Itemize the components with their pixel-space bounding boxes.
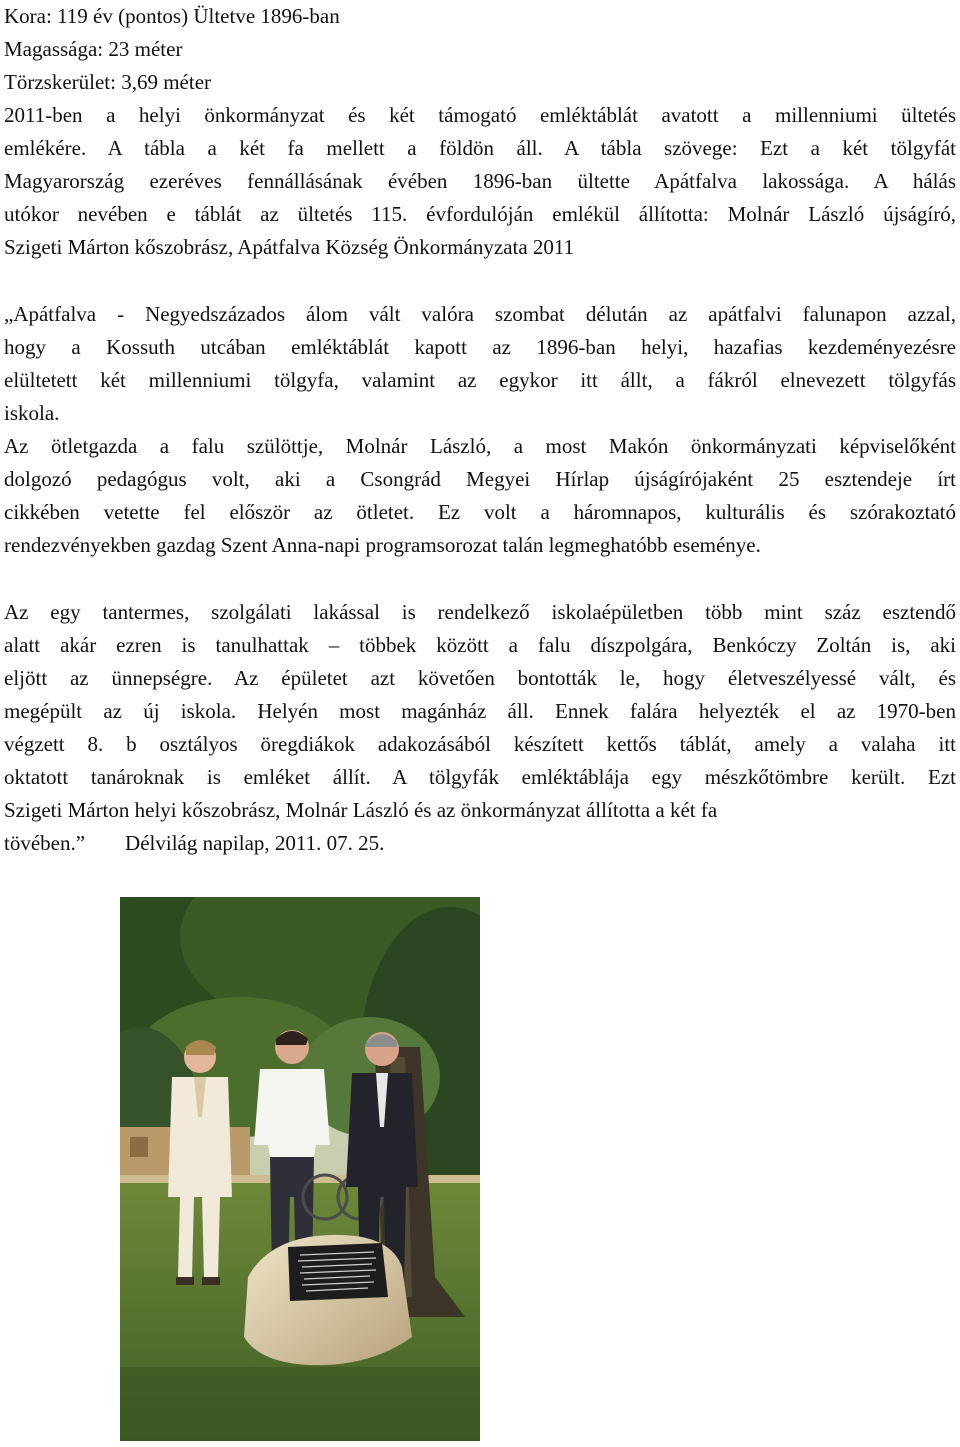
paragraph-line: megépült az új iskola. Helyén most magánház áll. Ennek falára helyezték el az 1970-ben [4,699,956,723]
paragraph-line: Magyarország ezeréves fennállásának évében 1896-ban ültette Apátfalva lakossága. A hálás [4,169,956,193]
paragraph-line: Az ötletgazda a falu szülöttje, Molnár László, a most Makón önkormányzati képviselőként [4,434,956,458]
article-paragraph-1 [4,298,956,430]
paragraph-line: „Apátfalva - Negyedszázados álom vált valóra szombat délután az apátfalvi falunapon azzal, [4,302,956,326]
paragraph-line: 2011-ben a helyi önkormányzat és két támogató emléktáblát avatott a millenniumi ültetés [4,103,956,127]
paragraph-line: cikkében vetette fel először az ötletet. Ez volt a háromnapos, kulturális és szórakoztató [4,500,956,524]
paragraph-line: végzett 8. b osztályos öregdiákok adakozásából készített kettős táblát, amely a valaha itt [4,732,956,756]
paragraph-line: alatt akár ezren is tanulhattak – többek között a falu díszpolgára, Benkóczy Zoltán is, aki [4,633,956,657]
paragraph-gap [4,562,956,596]
paragraph-line: utókor nevében e táblát az ültetés 115. évfordulóján emlékül állította: Molnár László újságíró, [4,202,956,226]
height-line: Magassága: 23 méter [4,37,183,61]
age-line: Kora: 119 év (pontos) Ültetve 1896-ban [4,4,340,28]
paragraph-line: hogy a Kossuth utcában emléktáblát kapott az 1896-ban helyi, hazafias kezdeményezésre [4,335,956,359]
paragraph-line: Szigeti Márton kőszobrász, Apátfalva Község Önkormányzata 2011 [4,235,575,259]
paragraph-line: dolgozó pedagógus volt, aki a Csongrád Megyei Hírlap újságírójaként 25 esztendeje írt [4,467,956,491]
article-paragraph-2 [4,430,956,562]
paragraph-line: emlékére. A tábla a két fa mellett a földön áll. A tábla szövege: Ezt a két tölgyfát [4,136,956,160]
paragraph-line: elültetett két millenniumi tölgyfa, valamint az egykor itt állt, a fákról elnevezett tölgyfás [4,368,956,392]
paragraph-line: eljött az ünnepségre. Az épületet azt követően bontották le, hogy életveszélyessé vált, és [4,666,956,690]
plaque-paragraph [4,99,956,264]
paragraph-line: oktatott tanároknak is emléket állít. A tölgyfák emléktáblája egy mészkőtömbre került. Ezt [4,765,956,789]
article-paragraph-3 [4,596,956,860]
memorial-photo [120,897,480,1441]
paragraph-gap [4,264,956,298]
closing-line [4,827,956,860]
document-page [4,0,956,860]
closing-text: tövében.” [4,831,86,855]
trunk-line: Törzskerület: 3,69 méter [4,70,212,94]
paragraph-line: Szigeti Márton helyi kőszobrász, Molnár László és az önkormányzat állította a két fa [4,798,718,822]
paragraph-line: Az egy tantermes, szolgálati lakással is rendelkező iskolaépületben több mint száz esztendő [4,600,956,624]
source-citation: Délvilág napilap, 2011. 07. 25. [125,831,385,855]
paragraph-line: rendezvényekben gazdag Szent Anna-napi programsorozat talán legmeghatóbb eseménye. [4,533,761,557]
paragraph-line: iskola. [4,401,60,425]
